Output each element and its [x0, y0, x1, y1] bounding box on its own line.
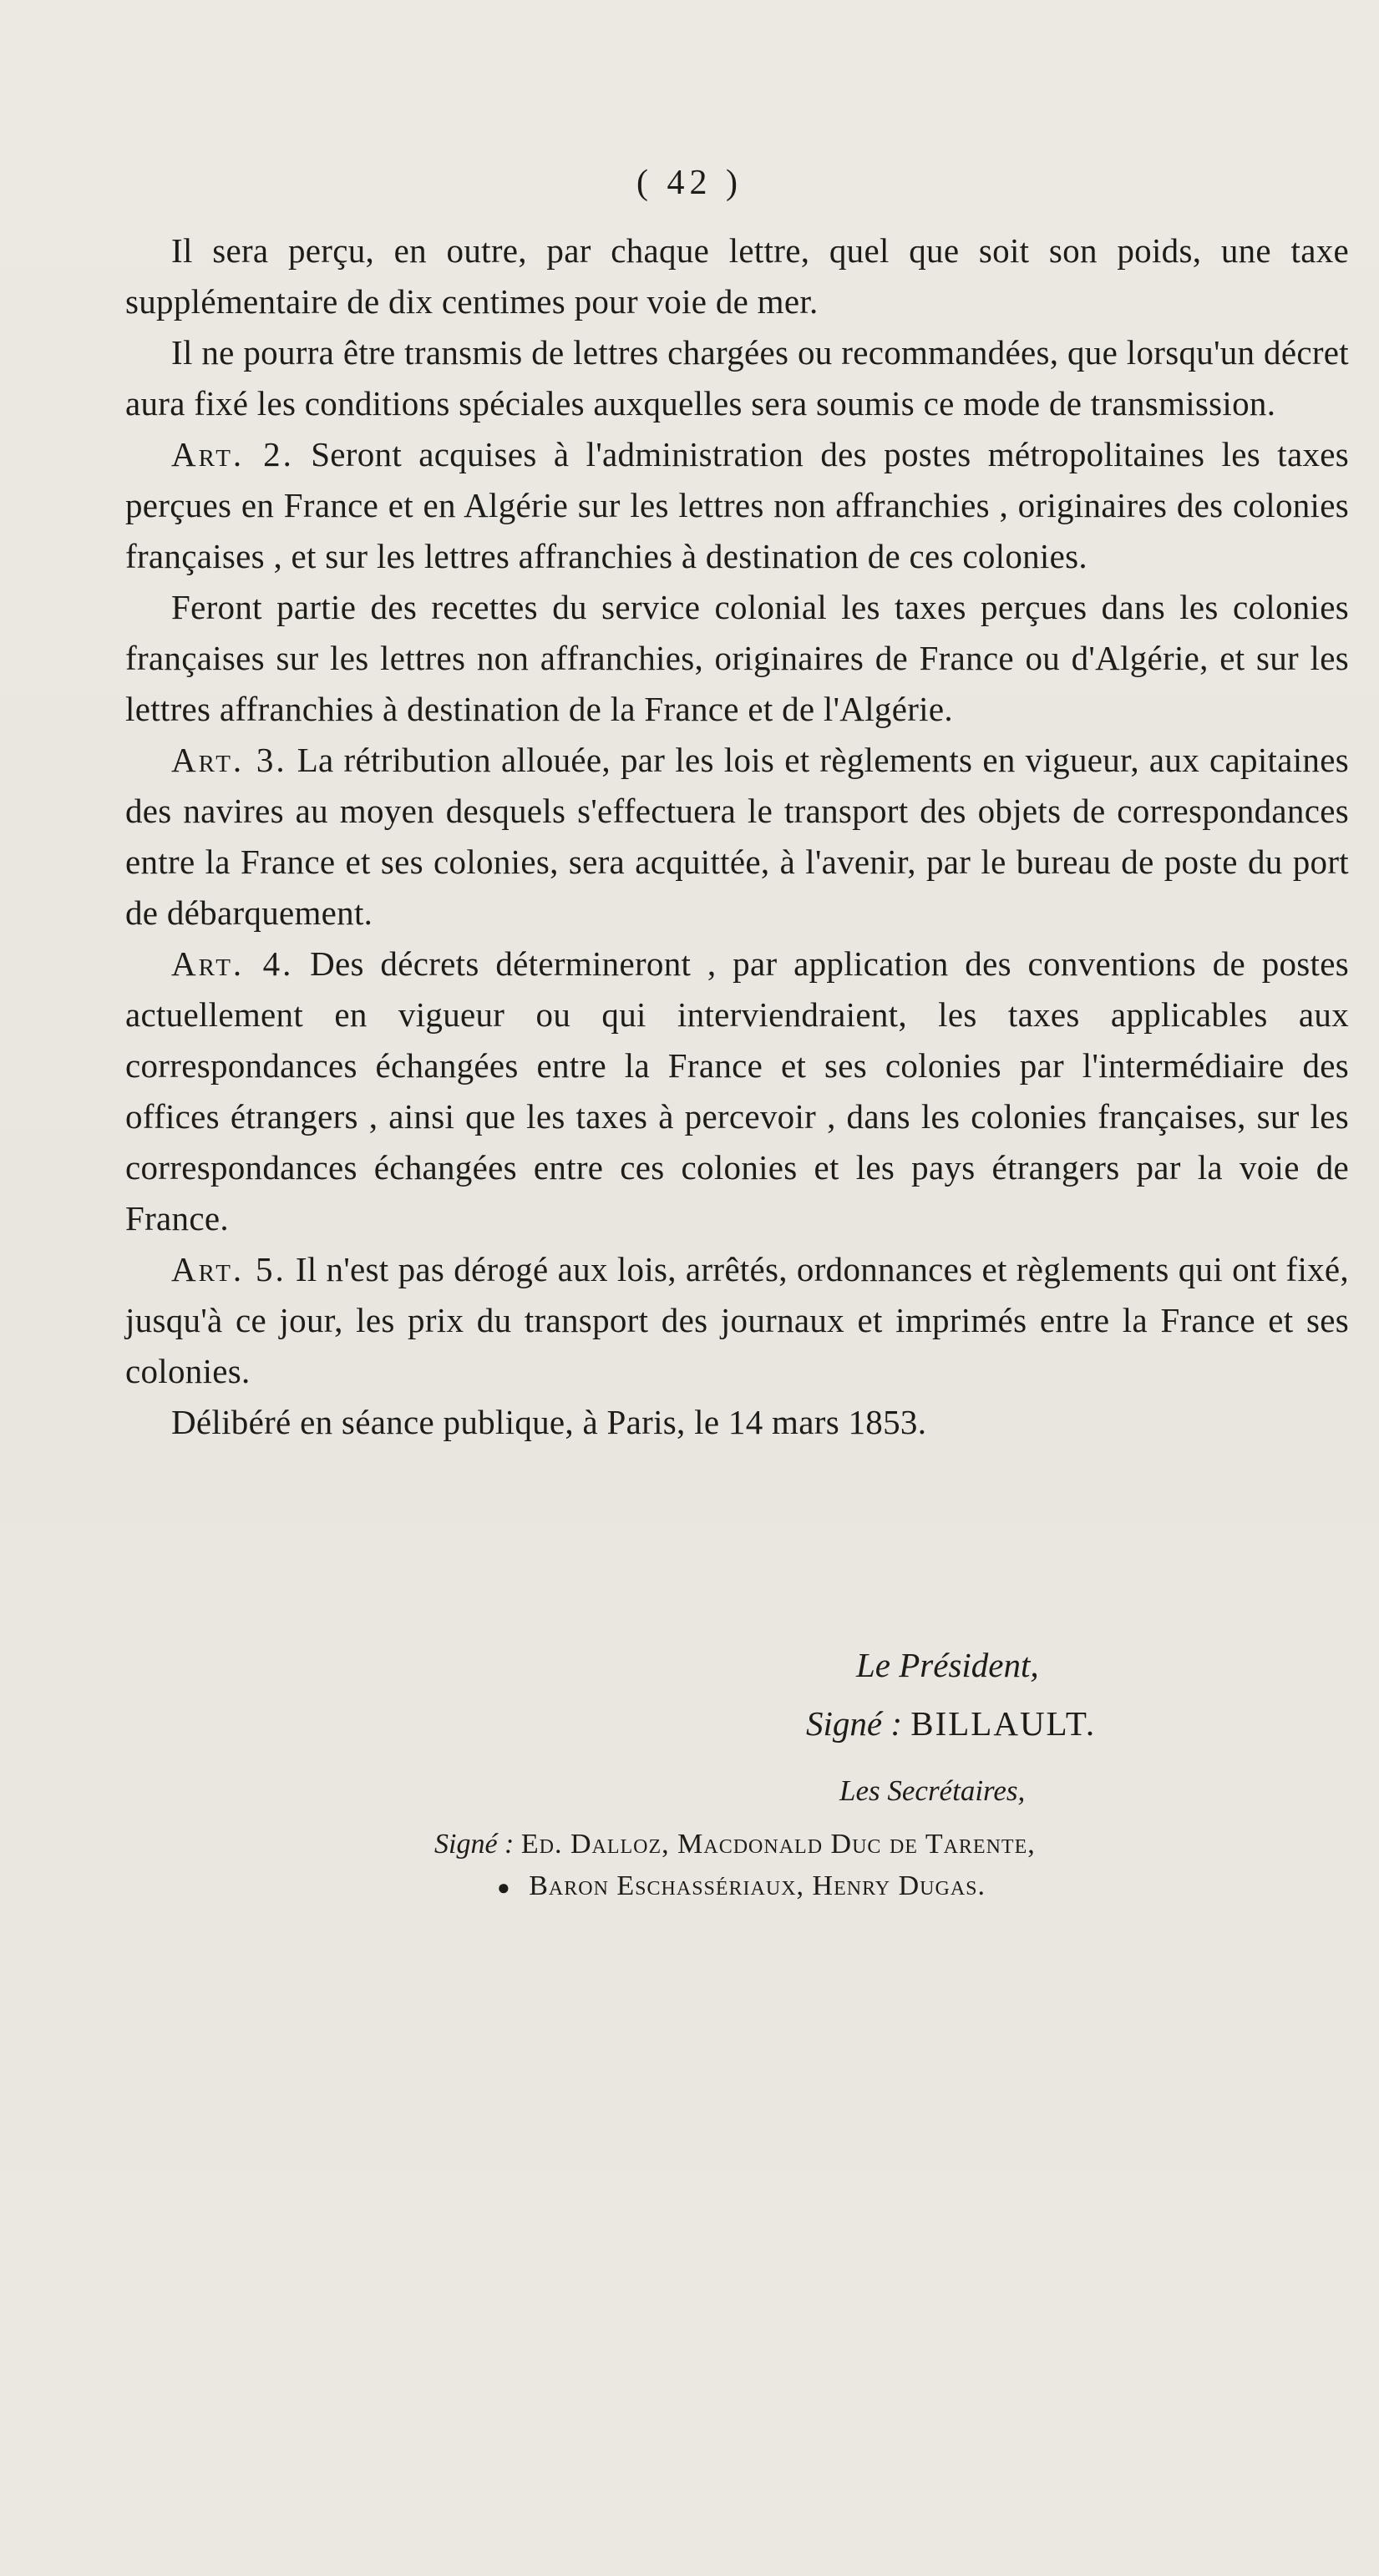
deliberation-line [125, 1397, 1349, 1448]
bullet-icon: ● [497, 1875, 510, 1900]
signed-prefix: Signé : [806, 1704, 902, 1743]
president-title: Le Président, [856, 1646, 1039, 1684]
paragraph-text: Seront acquises à l'administration des postes métropolitaines les taxes perçues en France et en Algérie sur les lettres non affranchies , originaires des colonies françaises , et sur les lettres affranchies à destination de ces colonies. [125, 435, 1349, 575]
secretaries-signature-line-2 [497, 1870, 986, 1902]
secretaries-title: Les Secrétaires, [839, 1774, 1026, 1807]
secretaries-names-2: Baron Eschassériaux, Henry Dugas. [529, 1870, 986, 1901]
paragraph-text: Des décrets détermineront , par application des conventions de postes actuellement en vigueur ou qui interviendraient, les taxes applicables aux correspondances échangées entre la France et ses colonies par l'intermédiaire des offices étrangers , ainsi que les taxes à percevoir , dans les colonies françaises, sur les correspondances échangées entre ces colonies et les pays étrangers par la voie de France. [125, 944, 1349, 1237]
paragraph-text: Il n'est pas dérogé aux lois, arrêtés, ordonnances et règlements qui ont fixé, jusqu'à ce jour, les prix du transport des journaux et imprimés entre la France et ses colonies. [125, 1250, 1349, 1390]
paragraph-1 [125, 225, 1349, 327]
article-label: Art. 2. [171, 435, 294, 473]
article-2 [125, 429, 1349, 582]
article-label: Art. 5. [171, 1250, 286, 1288]
paragraph-text: Il sera perçu, en outre, par chaque lettre, quel que soit son poids, une taxe supplémentaire de dix centimes pour voie de mer. [125, 231, 1349, 321]
president-signature [806, 1703, 1096, 1743]
article-3 [125, 735, 1349, 939]
article-label: Art. 4. [171, 944, 294, 983]
paragraph-2 [125, 327, 1349, 429]
president-name: BILLAULT. [910, 1704, 1097, 1743]
article-5 [125, 1244, 1349, 1397]
secretaries-signature-line-1 [434, 1829, 1036, 1860]
paragraph-text: La rétribution allouée, par les lois et règlements en vigueur, aux capitaines des navires au moyen desquels s'effectuera le transport des objets de correspondances entre la France et ses colonies, sera acquittée, à l'avenir, par le bureau de poste du port de débarquement. [125, 741, 1349, 932]
article-4 [125, 939, 1349, 1244]
paragraph-text: Feront partie des recettes du service colonial les taxes perçues dans les colonies françaises sur les lettres non affranchies, originaires de France ou d'Algérie, et sur les lettres affranchies à destination de la France et de l'Algérie. [125, 588, 1349, 728]
document-body [125, 225, 1349, 1448]
paragraph-text: Délibéré en séance publique, à Paris, le 14 mars 1853. [171, 1403, 927, 1441]
paragraph-4 [125, 582, 1349, 735]
article-label: Art. 3. [171, 741, 287, 779]
signed-prefix: Signé : [434, 1829, 515, 1860]
paragraph-text: Il ne pourra être transmis de lettres chargées ou recommandées, que lorsqu'un décret aura fixé les conditions spéciales auxquelles sera soumis ce mode de transmission. [125, 333, 1349, 423]
page-number: ( 42 ) [636, 164, 743, 202]
secretaries-names-1: Ed. Dalloz, Macdonald Duc de Tarente, [520, 1829, 1036, 1860]
